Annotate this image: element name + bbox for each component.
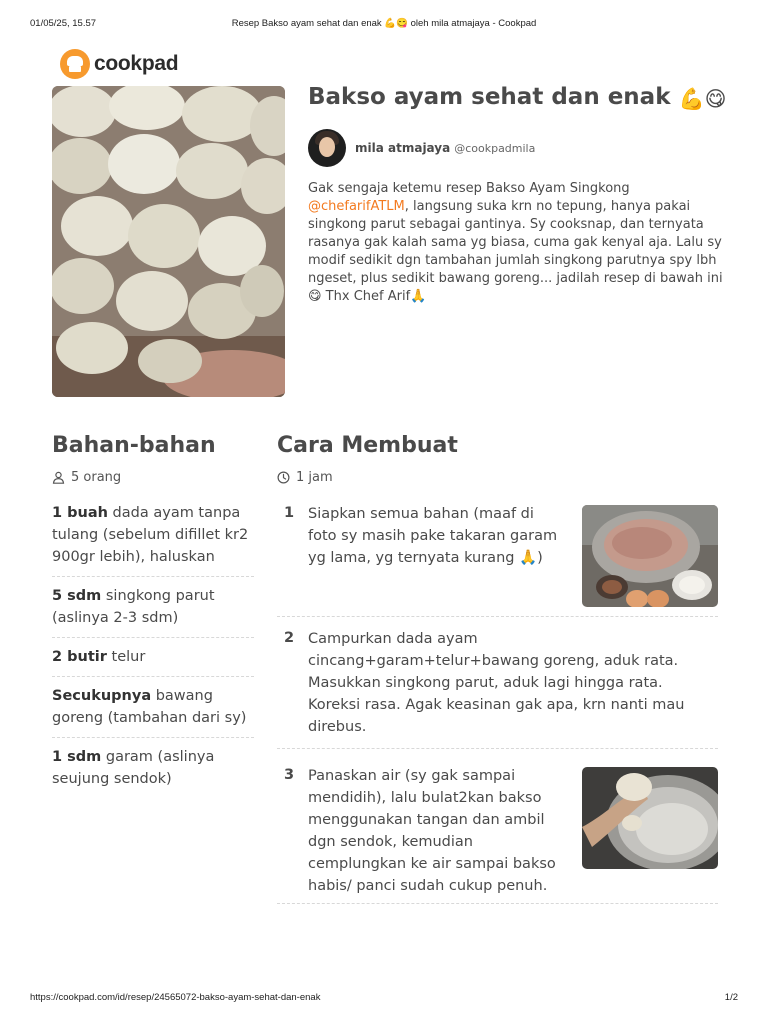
step-number: 3 bbox=[284, 767, 295, 783]
ingredient-item bbox=[52, 646, 254, 677]
step-text: Siapkan semua bahan (maaf di foto sy masih pake takaran garam yg lama, yg ternyata kurang 🙏) bbox=[308, 506, 558, 566]
servings bbox=[52, 470, 121, 485]
story-text-2: , langsung suka krn no tepung, hanya pakai singkong parut sebagai gantinya. Sy cooksnap, dan ternyata rasanya gak kalah sama yg biasa, cuma gak kenyal aja. Lalu sy modif sedikit dgn tambahan jumlah singkong parutnya spy lbh ngeset, plus sedikit bawang goreng... jadilah resep di bawah ini 😋 Thx Chef Arif🙏 bbox=[308, 199, 723, 304]
print-document-title: Resep Bakso ayam sehat dan enak 💪😋 oleh mila atmajaya - Cookpad bbox=[231, 18, 537, 29]
ingredients-title: Bahan-bahan bbox=[52, 433, 216, 458]
author-name[interactable]: mila atmajaya bbox=[355, 141, 451, 155]
yum-face-emoji: 😋 bbox=[704, 87, 727, 111]
step-number: 1 bbox=[284, 505, 295, 521]
ingredient-text: bawang goreng (tambahan dari sy) bbox=[52, 688, 247, 726]
step-number: 2 bbox=[284, 630, 295, 646]
ingredient-item bbox=[52, 685, 254, 738]
page-number: 1/2 bbox=[724, 992, 738, 1003]
flexed-biceps-emoji: 💪 bbox=[678, 87, 705, 111]
print-url: https://cookpad.com/id/resep/24565072-bakso-ayam-sehat-dan-enak bbox=[30, 992, 321, 1003]
ingredient-text: telur bbox=[106, 649, 146, 665]
step-text: Campurkan dada ayam cincang+garam+telur+bawang goreng, aduk rata. Masukkan singkong parut, aduk lagi hingga rata. Koreksi rasa. Agak keasinan gak apa, krn nanti mau direbus. bbox=[308, 631, 685, 735]
clock-icon bbox=[277, 471, 290, 484]
steps-title: Cara Membuat bbox=[277, 433, 458, 458]
author-avatar[interactable] bbox=[308, 129, 346, 167]
steps-list bbox=[277, 503, 718, 904]
ingredient-qty: 1 buah bbox=[52, 505, 108, 521]
step-item bbox=[277, 503, 718, 617]
ingredient-qty: Secukupnya bbox=[52, 688, 152, 704]
step-item bbox=[277, 765, 718, 904]
ingredient-text: singkong parut (aslinya 2-3 sdm) bbox=[52, 588, 215, 626]
ingredient-item bbox=[52, 746, 254, 798]
cookpad-logo[interactable] bbox=[60, 48, 178, 80]
recipe-title bbox=[308, 84, 727, 112]
author-info[interactable] bbox=[308, 129, 535, 167]
cook-time-value: 1 jam bbox=[296, 470, 333, 485]
servings-value: 5 orang bbox=[71, 470, 122, 485]
logo-text: cookpad bbox=[94, 52, 179, 75]
recipe-hero-photo bbox=[52, 86, 285, 397]
author-handle: @cookpadmila bbox=[454, 141, 536, 155]
step-photo[interactable] bbox=[582, 767, 718, 869]
story-text-1: Gak sengaja ketemu resep Bakso Ayam Singkong bbox=[308, 181, 630, 196]
print-header bbox=[30, 18, 738, 32]
ingredient-item bbox=[52, 585, 254, 638]
print-date: 01/05/25, 15.57 bbox=[30, 18, 97, 29]
ingredient-qty: 5 sdm bbox=[52, 588, 102, 604]
ingredient-text: dada ayam tanpa tulang (sebelum difillet kr2 900gr lebih), haluskan bbox=[52, 505, 249, 565]
person-icon bbox=[52, 471, 65, 484]
cook-time bbox=[277, 470, 333, 485]
ingredient-qty: 1 sdm bbox=[52, 749, 102, 765]
ingredients-list bbox=[52, 502, 254, 806]
recipe-story bbox=[308, 180, 726, 306]
step-item bbox=[277, 628, 718, 749]
ingredient-item bbox=[52, 502, 254, 577]
print-footer bbox=[30, 992, 738, 1006]
recipe-title-text: Bakso ayam sehat dan enak bbox=[308, 84, 671, 110]
chef-hat-icon bbox=[60, 49, 90, 79]
step-photo[interactable] bbox=[582, 505, 718, 607]
ingredient-qty: 2 butir bbox=[52, 649, 107, 665]
ingredient-text: garam (aslinya seujung sendok) bbox=[52, 749, 215, 787]
author-mention-link[interactable]: @chefarifATLM bbox=[308, 199, 405, 214]
step-text: Panaskan air (sy gak sampai mendidih), lalu bulat2kan bakso menggunakan tangan dan ambil dgn sendok, kemudian cemplungkan ke air sampai bakso habis/ panci sudah cukup penuh. bbox=[308, 768, 556, 894]
